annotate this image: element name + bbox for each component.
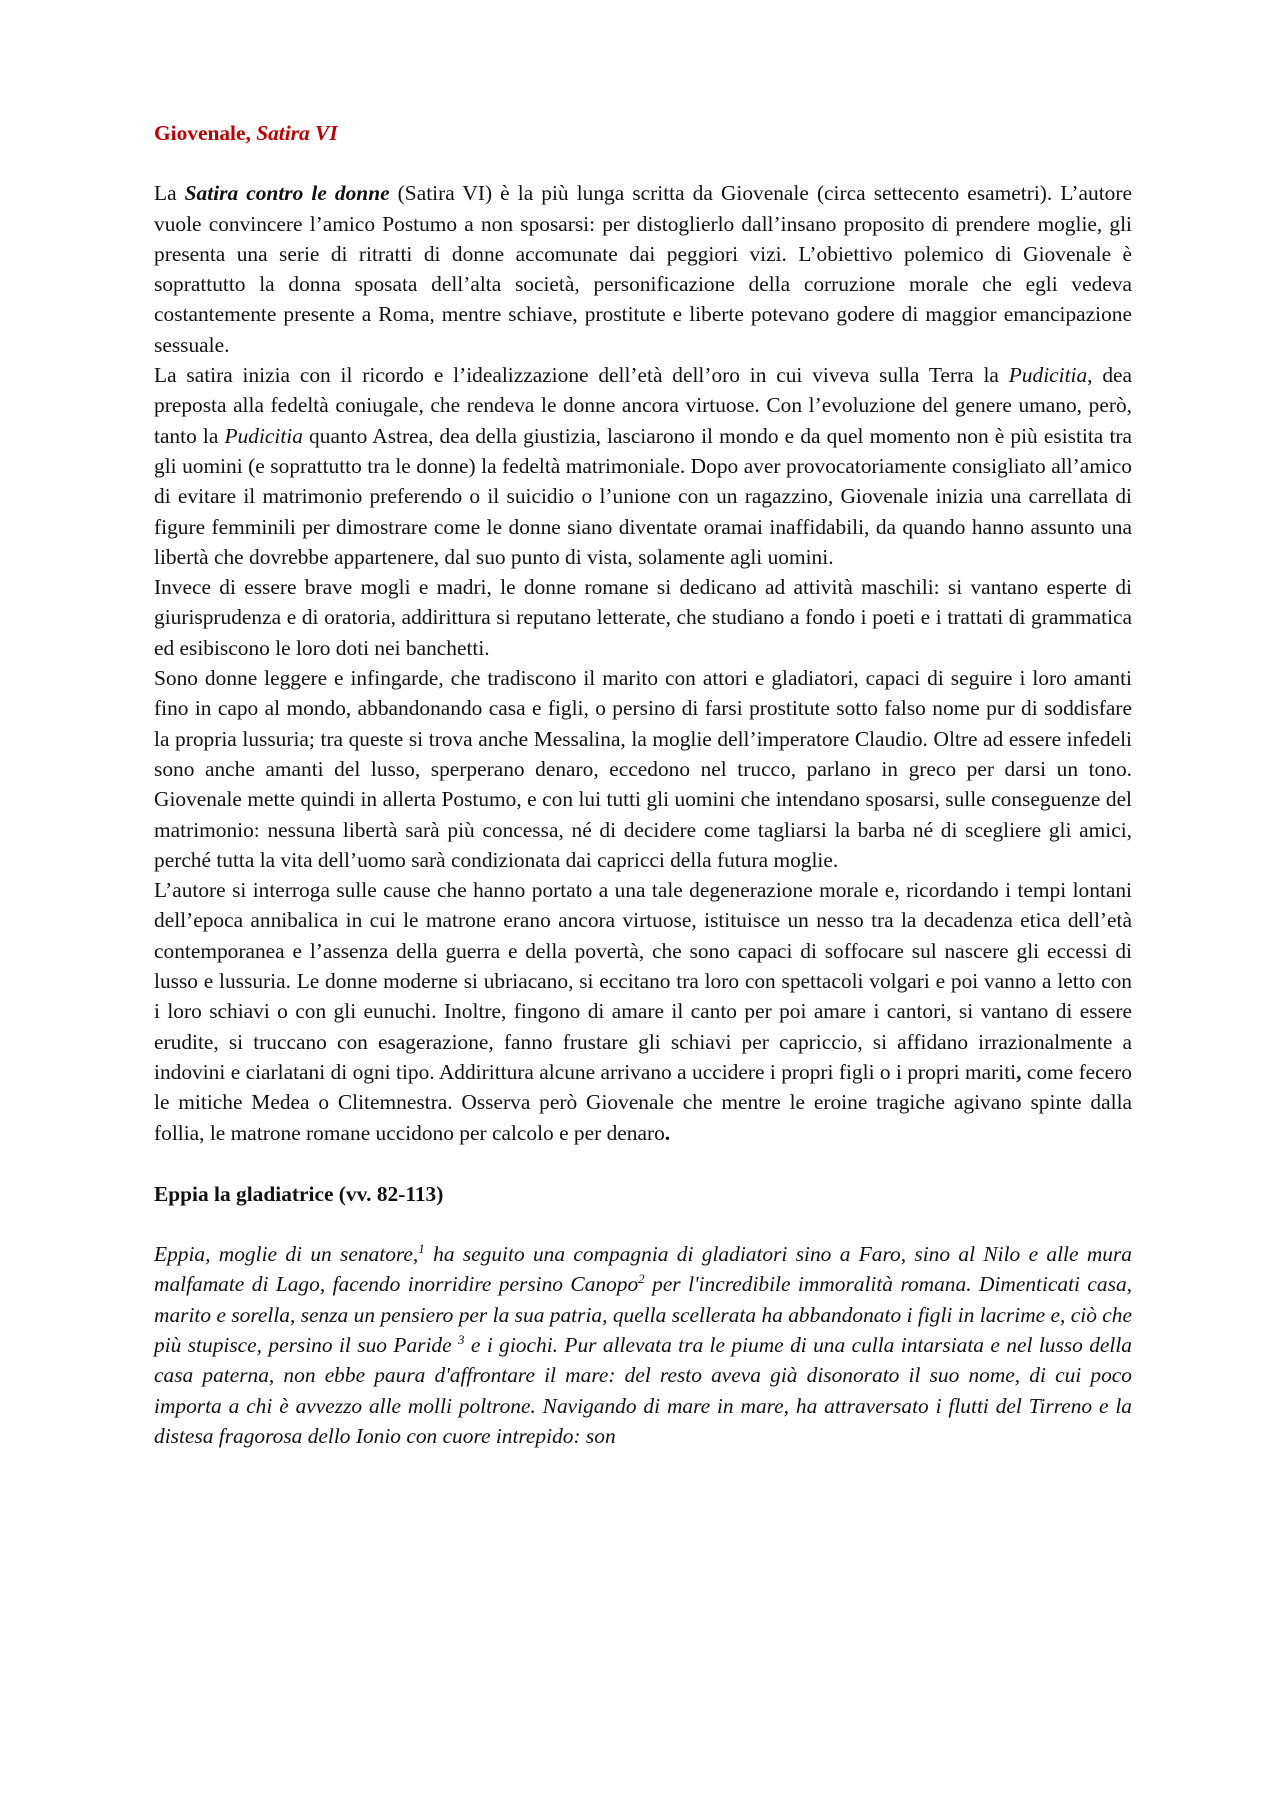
paragraph-golden-age — [154, 360, 1132, 572]
text-run: quanto Astrea, dea della giustizia, lasciarono il mondo e da quel momento non è più esistita tra gli uomini (e soprattutto tra le donne) la fedeltà matrimoniale. Dopo aver provocatoriamente consigliato all’amico di evitare il matrimonio preferendo o il suicidio o l’unione con un ragazzino, Giovenale inizia una carrellata di figure femminili per dimostrare come le donne siano diventate oramai inaffidabili, da quando hanno assunto una libertà che dovrebbe appartenere, dal suo punto di vista, solamente agli uomini. — [154, 423, 1132, 569]
paragraph-infidelity: Sono donne leggere e infingarde, che tradiscono il marito con attori e gladiatori, capaci di seguire i loro amanti fino in capo al mondo, abbandonando casa e figli, o persino di farsi prostitute sotto falso nome pur di soddisfare la propria lussuria; tra queste si trova anche Messalina, la moglie dell’imperatore Claudio. Oltre ad essere infedeli sono anche amanti del lusso, sperperano denaro, eccedono nel trucco, parlano in greco per darsi un tono. Giovenale mette quindi in allerta Postumo, e con lui tutti gli uomini che intendano sposarsi, sulle conseguenze del matrimonio: nessuna libertà sarà più concessa, né di decidere come tagliarsi la barba né di scegliere gli amici, perché tutta la vita dell’uomo sarà condizionata dai capricci della futura moglie. — [154, 666, 1132, 872]
title-work: Satira VI — [256, 121, 338, 145]
paragraph-male-activities: Invece di essere brave mogli e madri, le donne romane si dedicano ad attività maschili: si vantano esperte di giurisprudenza e di oratoria, addirittura si reputano letterate, che studiano a fondo i poeti e i trattati di grammatica ed esibiscono le loro doti nei banchetti. — [154, 575, 1132, 660]
text-run: Eppia, moglie di un senatore, — [154, 1242, 419, 1267]
text-run: , dea preposta alla fedeltà coniugale, che rendeva le donne ancora virtuose. Con l’evoluzione del genere umano, però, tanto la — [154, 363, 1133, 448]
text-run: ha seguito una compagnia di gladiatori sino a Faro, sino al Nilo e alle mura malfamate di Lago, facendo inorridire persino Canopo — [154, 1242, 1132, 1297]
text-run: per l'incredibile immoralità romana. Dimenticati casa, marito e sorella, senza un pensiero per la sua patria, quella scellerata ha abbandonato i figli in lacrime e, ciò che più stupisce, persino il suo Paride — [154, 1272, 1132, 1357]
text-run: come fecero le mitiche Medea o Clitemnestra. Osserva però Giovenale che mentre le eroine tragiche agivano spinte dalla follia, le matrone romane uccidono per calcolo e per denaro — [154, 1059, 1132, 1145]
bold-comma: , — [1016, 1059, 1022, 1084]
paragraph-intro — [154, 178, 1132, 360]
footnote-ref-1[interactable]: 1 — [418, 1240, 425, 1256]
footnote-ref-2[interactable]: 2 — [638, 1271, 645, 1287]
section-title: Eppia la gladiatrice (vv. 82-113) — [154, 1181, 444, 1206]
text-run: La satira inizia con il ricordo e l’idealizzazione dell’età dell’oro in cui viveva sulla Terra la — [154, 363, 1009, 388]
pudicitia-term: Pudicitia — [224, 423, 303, 448]
satira-title-emphasis: Satira contro le donne — [184, 181, 390, 206]
title-author: Giovenale, — [154, 121, 257, 145]
pudicitia-term: Pudicitia — [1008, 363, 1088, 388]
text-run: (Satira VI) è la più lunga scritta da Giovenale (circa settecento esametri). L’autore vuole convincere l’amico Postumo a non sposarsi: per distoglierlo dall’insano proposito di prendere moglie, gli presenta una serie di ritratti di donne accomunate dai peggiori vizi. L’obiettivo polemico di Giovenale è soprattutto la donna sposata dell’alta società, personificazione della corruzione morale che egli vedeva costantemente presente a Roma, mentre schiave, prostitute e liberte potevano godere di maggior emancipazione sessuale. — [154, 181, 1132, 357]
text-run: e i giochi. Pur allevata tra le piume di una culla intarsiata e nel lusso della casa paterna, non ebbe paura d'affrontare il mare: del resto aveva già disonorato il suo nome, di cui poco importa a chi è avvezzo alle molli poltrone. Navigando di mare in mare, ha attraversato i flutti del Tirreno e la distesa fragorosa dello Ionio con cuore intrepido: son — [154, 1332, 1132, 1448]
text-run: L’autore si interroga sulle cause che hanno portato a una tale degenerazione morale e, ricordando i tempi lontani dell’epoca annibalica in cui le matrone erano ancora virtuose, istituisce un nesso tra la decadenza etica dell’età contemporanea e l’assenza della guerra e della povertà, che sono capaci di soffocare sul nascere gli eccessi di lusso e lussuria. Le donne moderne si ubriacano, si eccitano tra loro con spettacoli volgari e poi vanno a letto con i loro schiavi o con gli eunuchi. Inoltre, fingono di amare il canto per poi amare i cantori, si vantano di essere erudite, si truccano con esagerazione, fanno frustare gli schiavi per capriccio, si affidano irrazionalmente a indovini e ciarlatani di ogni tipo. Addirittura alcune arrivano a uccidere i propri figli o i propri mariti — [154, 878, 1132, 1084]
document-title — [154, 118, 1132, 148]
document-page — [154, 118, 1132, 1451]
footnote-ref-3[interactable]: 3 — [458, 1331, 465, 1347]
bold-period: . — [664, 1120, 671, 1145]
text-run: La — [154, 181, 185, 206]
poem-translation — [154, 1239, 1132, 1451]
paragraph-causes — [154, 875, 1132, 1148]
